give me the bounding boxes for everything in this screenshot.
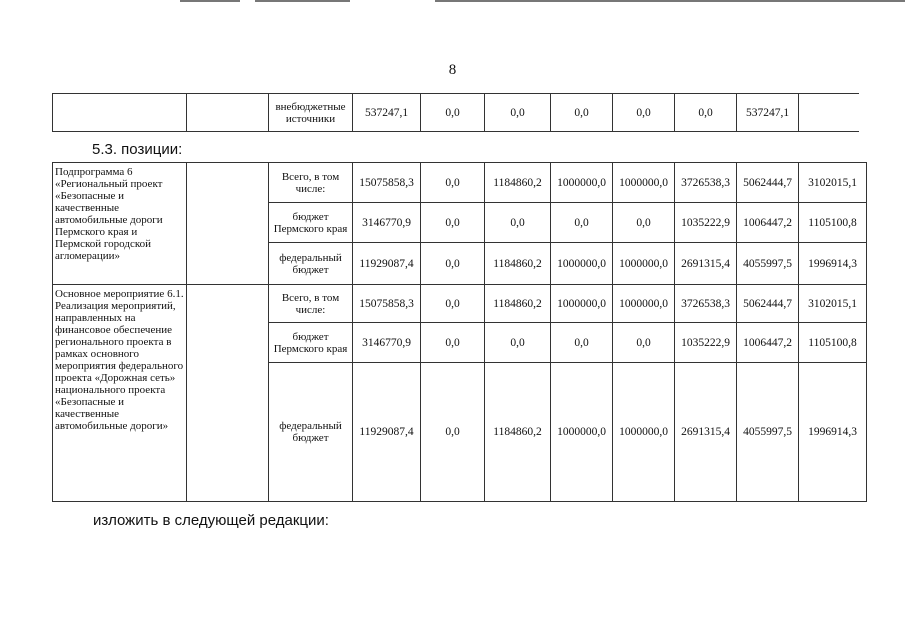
section-heading: 5.3. позиции: [92,141,183,158]
subprogram-description: Подпрограмма 6 «Региональный проект «Безопасные и качественные автомобильные дороги Пермского края и Пермской городской агломерации» [53,163,187,285]
value-cell: 1105100,8 [799,323,867,363]
activity-description: Основное мероприятие 6.1. Реализация мероприятий, направленных на финансовое обеспечение регионального проекта в рамках основного мероприятия федерального проекта «Дорожная сеть» национального проекта «Безопасные и качественные автомобильные дороги» [53,285,187,502]
value-cell: 1035222,9 [675,203,737,243]
value-cell: 1000000,0 [613,363,675,502]
source-cell: Всего, в том числе: [269,285,353,323]
value-cell: 537247,1 [353,94,421,132]
value-cell: 0,0 [421,363,485,502]
value-cell: 0,0 [613,94,675,132]
page-number: 8 [448,62,457,78]
empty-cell [53,94,187,132]
value-cell: 537247,1 [737,94,799,132]
positions-table [52,162,867,502]
footer-instruction: изложить в следующей редакции: [93,512,329,529]
value-cell: 1996914,3 [799,363,867,502]
source-cell: Всего, в том числе: [269,163,353,203]
value-cell: 0,0 [485,203,551,243]
value-cell: 3102015,1 [799,163,867,203]
value-cell: 11929087,4 [353,363,421,502]
value-cell: 1035222,9 [675,323,737,363]
table-row [53,285,867,323]
value-cell: 1184860,2 [485,243,551,285]
value-cell: 0,0 [675,94,737,132]
top-rule-left [180,0,240,2]
value-cell: 1000000,0 [613,243,675,285]
value-cell: 3146770,9 [353,203,421,243]
value-cell: 4055997,5 [737,363,799,502]
value-cell: 0,0 [421,323,485,363]
value-cell: 4055997,5 [737,243,799,285]
source-cell: бюджет Пермского края [269,323,353,363]
value-cell: 0,0 [485,323,551,363]
value-cell: 0,0 [421,285,485,323]
value-cell: 2691315,4 [675,243,737,285]
value-cell: 1184860,2 [485,285,551,323]
value-cell: 0,0 [421,163,485,203]
continuation-table [52,93,859,132]
value-cell: 0,0 [551,323,613,363]
source-cell: внебюджетные источники [269,94,353,132]
value-cell: 0,0 [613,323,675,363]
source-cell: федеральный бюджет [269,243,353,285]
value-cell: 1000000,0 [551,243,613,285]
value-cell: 1996914,3 [799,243,867,285]
value-cell: 15075858,3 [353,285,421,323]
value-cell: 0,0 [485,94,551,132]
empty-cell [187,163,269,285]
top-rule-right [435,0,905,2]
value-cell: 0,0 [421,243,485,285]
value-cell: 5062444,7 [737,163,799,203]
value-cell: 1000000,0 [613,163,675,203]
value-cell: 5062444,7 [737,285,799,323]
value-cell: 0,0 [613,203,675,243]
value-cell: 3146770,9 [353,323,421,363]
value-cell: 3726538,3 [675,285,737,323]
source-cell: федеральный бюджет [269,363,353,502]
value-cell: 2691315,4 [675,363,737,502]
value-cell: 3726538,3 [675,163,737,203]
table-row [53,94,859,132]
value-cell: 1000000,0 [613,285,675,323]
value-cell: 11929087,4 [353,243,421,285]
value-cell: 1184860,2 [485,163,551,203]
value-cell [799,94,859,132]
value-cell: 1000000,0 [551,163,613,203]
empty-cell [187,285,269,502]
value-cell: 1006447,2 [737,203,799,243]
value-cell: 15075858,3 [353,163,421,203]
value-cell: 0,0 [551,94,613,132]
value-cell: 1105100,8 [799,203,867,243]
value-cell: 0,0 [421,94,485,132]
table-row [53,163,867,203]
value-cell: 1184860,2 [485,363,551,502]
value-cell: 1006447,2 [737,323,799,363]
source-cell: бюджет Пермского края [269,203,353,243]
top-rule-middle [255,0,350,2]
value-cell: 0,0 [551,203,613,243]
value-cell: 1000000,0 [551,363,613,502]
value-cell: 1000000,0 [551,285,613,323]
empty-cell [187,94,269,132]
value-cell: 3102015,1 [799,285,867,323]
value-cell: 0,0 [421,203,485,243]
